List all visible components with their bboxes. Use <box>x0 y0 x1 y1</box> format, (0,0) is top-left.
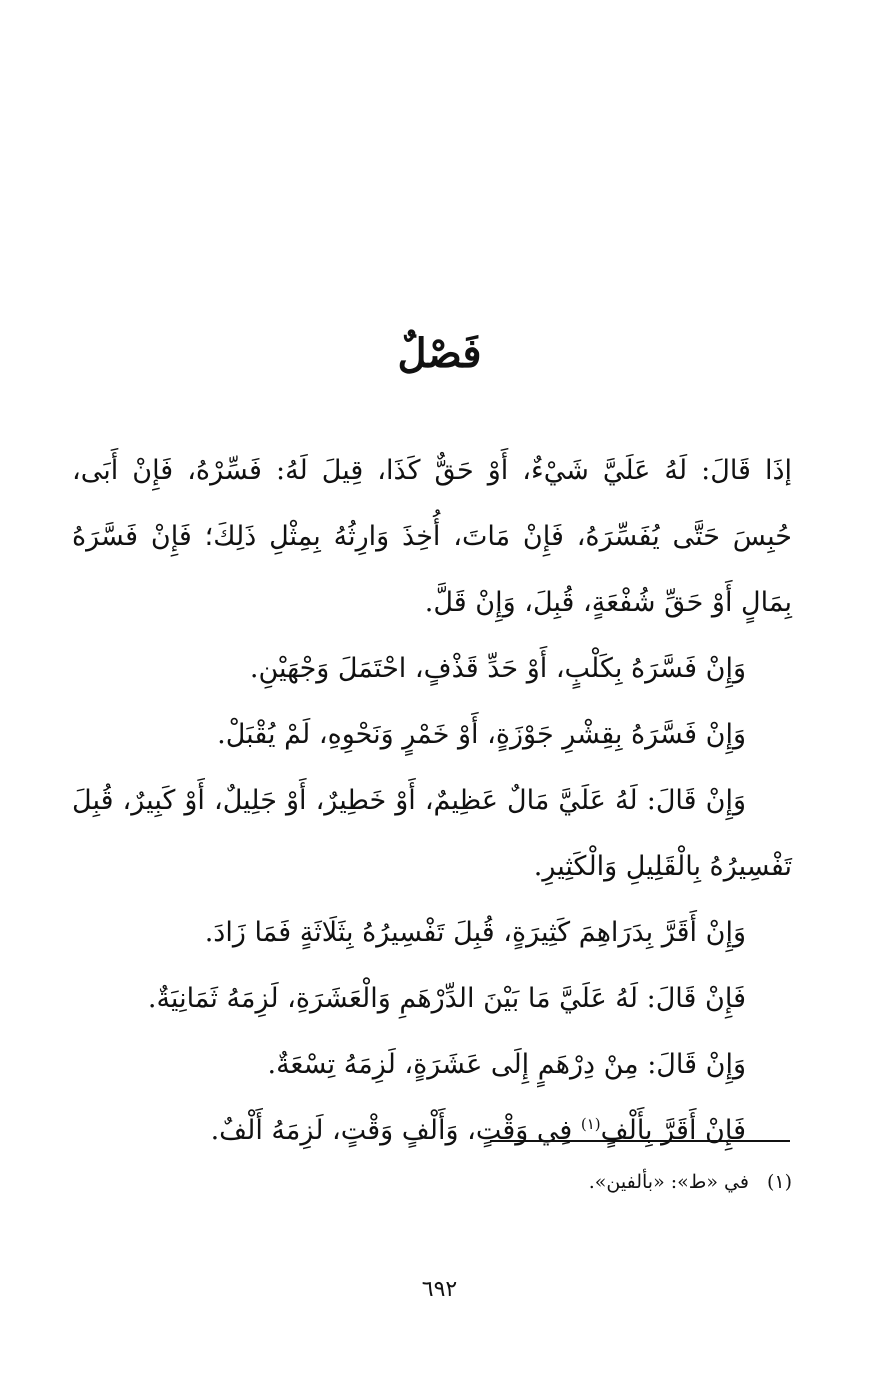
footnote-reference-marker: (١) <box>580 1115 601 1133</box>
paragraph-4: وَإِنْ قَالَ: لَهُ عَلَيَّ مَالٌ عَظِيمٌ، أَوْ خَطِيرٌ، أَوْ جَلِيلٌ، أَوْ كَبِيرٌ، قُبِلَ تَفْسِيرُهُ بِالْقَلِيلِ وَالْكَثِيرِ. <box>72 785 792 882</box>
paragraph-7: وَإِنْ قَالَ: مِنْ دِرْهَمٍ إِلَى عَشَرَةٍ، لَزِمَهُ تِسْعَةٌ. <box>267 1049 746 1080</box>
main-text <box>72 438 792 1164</box>
paragraph-3: وَإِنْ فَسَّرَهُ بِقِشْرِ جَوْزَةٍ، أَوْ خَمْرٍ وَنَحْوِهِ، لَمْ يُقْبَلْ. <box>217 719 746 750</box>
paragraph-6: فَإِنْ قَالَ: لَهُ عَلَيَّ مَا بَيْنَ الدِّرْهَمِ وَالْعَشَرَةِ، لَزِمَهُ ثَمَانِيَةٌ. <box>147 983 746 1014</box>
page-number: ٦٩٢ <box>421 1277 458 1302</box>
paragraph-5: وَإِنْ أَقَرَّ بِدَرَاهِمَ كَثِيرَةٍ، قُبِلَ تَفْسِيرُهُ بِثَلَاثَةٍ فَمَا زَادَ. <box>204 917 746 948</box>
paragraph-8 <box>72 1098 792 1164</box>
footnote-number: (١) <box>766 1171 792 1193</box>
footnote-separator <box>490 1140 790 1142</box>
paragraph-2: وَإِنْ فَسَّرَهُ بِكَلْبٍ، أَوْ حَدِّ قَذْفٍ، احْتَمَلَ وَجْهَيْنِ. <box>249 653 746 684</box>
section-heading: فَصْلٌ <box>397 330 482 377</box>
paragraph-1: إذَا قَالَ: لَهُ عَلَيَّ شَيْءٌ، أَوْ حَقٌّ كَذَا، قِيلَ لَهُ: فَسِّرْهُ، فَإِنْ أَبَى، حُبِسَ حَتَّى يُفَسِّرَهُ، فَإِنْ مَاتَ، أُخِذَ وَارِثُهُ بِمِثْلِ ذَلِكَ؛ فَإِنْ فَسَّرَهُ بِمَالٍ أَوْ حَقِّ شُفْعَةٍ، قُبِلَ، وَإِنْ قَلَّ. <box>72 455 792 618</box>
paragraph-8-start: فَإِنْ أَقَرَّ بِأَلْفٍ <box>600 1115 746 1146</box>
footnote <box>300 1166 792 1198</box>
footnote-text: في «ط»: «بألفين». <box>588 1171 749 1193</box>
paragraph-8-end: فِي وَقْتٍ، وَأَلْفٍ وَقْتٍ، لَزِمَهُ أَلْفٌ. <box>210 1115 581 1146</box>
